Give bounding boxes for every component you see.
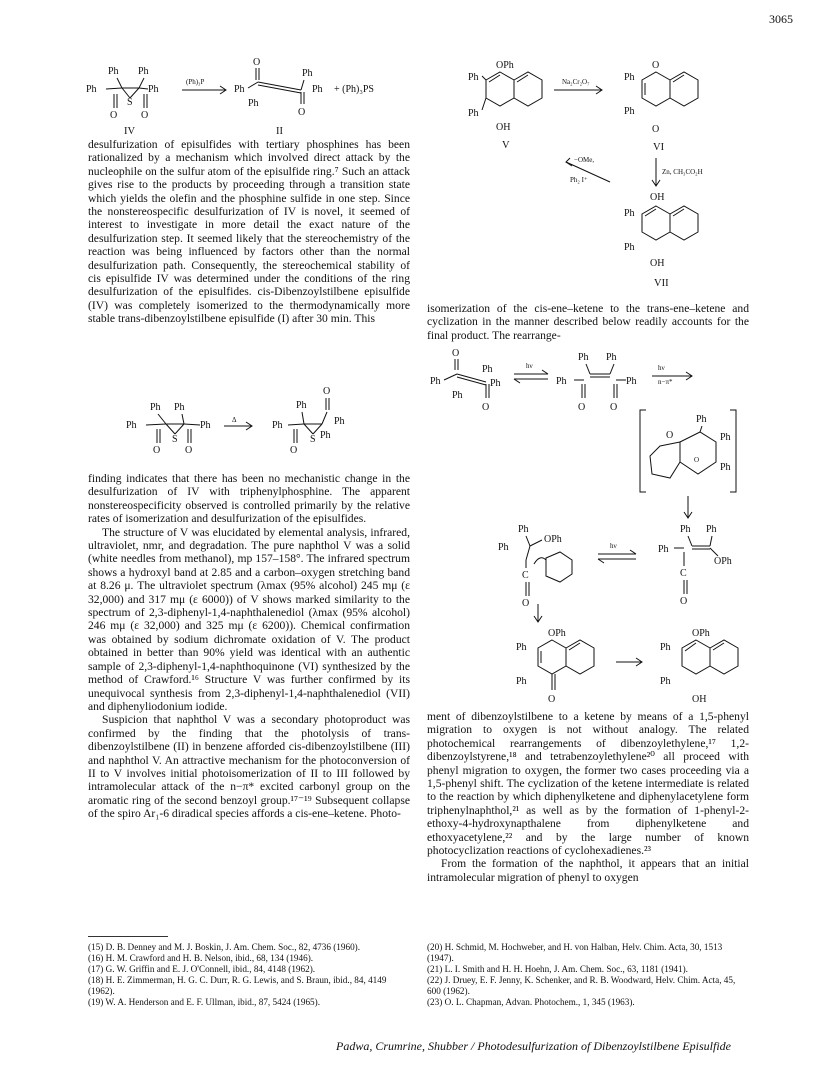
s1-reagent: (Ph)₃P: [186, 78, 205, 86]
scheme-2-svg: [124, 386, 364, 466]
s1-ii-ph-1: Ph: [234, 84, 245, 95]
scheme-photochemical-mechanism: [430, 346, 750, 706]
s2-t-ph-2: Ph: [296, 400, 307, 411]
page-number: 3065: [769, 12, 793, 26]
s4-o-5: O: [666, 430, 674, 441]
right-paragraph-1: isomerization of the cis-ene–ketene to the trans-ene–ketene and cyclization in the manner described below readily accounts for the final product. The rearrange-: [427, 302, 749, 342]
s1-sulfur: S: [127, 97, 133, 108]
s1-plus-product: + (Ph)₃PS: [334, 84, 374, 95]
s2-t-ph-4: Ph: [320, 430, 331, 441]
s2-ph-1: Ph: [150, 402, 161, 413]
s4-hv-2: hν: [658, 364, 665, 372]
s3-reagent-ph2i: Ph₂ I⁺: [570, 176, 588, 184]
s4-hv-3: hν: [610, 542, 617, 550]
s1-ph-3: Ph: [86, 84, 97, 95]
s4-ph-17: Ph: [516, 642, 527, 653]
s2-t-ph-1: Ph: [272, 420, 283, 431]
running-footer: Padwa, Crumrine, Shubber / Photodesulfurization of Dibenzoylstilbene Episulfide: [336, 1039, 731, 1053]
footnote-rule-left: [88, 936, 168, 937]
right-column-top: [427, 302, 749, 342]
s4-ph-15: Ph: [706, 524, 717, 535]
s4-ph-6: Ph: [606, 352, 617, 363]
s3-v-oh: OH: [496, 122, 511, 133]
s4-oh: OH: [692, 694, 707, 705]
s4-ph-4: Ph: [452, 390, 463, 401]
s4-o-2: O: [482, 402, 490, 413]
scheme-naphthol-degradation: [450, 58, 750, 298]
s4-o-7: O: [680, 596, 688, 607]
s3-v-ph-1: Ph: [468, 72, 479, 83]
scheme-episulfide-desulfurization: [86, 56, 416, 136]
s4-ph-16: Ph: [658, 544, 669, 555]
s4-ph-8: Ph: [626, 376, 637, 387]
s1-ii-ph-2: Ph: [302, 68, 313, 79]
s4-ph-14: Ph: [680, 524, 691, 535]
reference-20: (20) H. Schmid, M. Hochweber, and H. von Halban, Helv. Chim. Acta, 30, 1513 (1947).: [427, 942, 723, 963]
left-paragraph-1: desulfurization of episulfides with tertiary phosphines has been rationalized by a mechanism which involved direct attack by the nucleophile on the sulfur atom of the episulfide ring.⁷ Such an attack gives rise to the products by proceeding through a transition state which yields the olefin and the phosphine sulfide in one step. Since the nonstereospecific desulfurization of IV is novel, it seemed of interest to investigate in more detail the exact nature of the desulfurization step. It seemed likely that the stereochemistry of the reaction was being influenced by factors other than the normal desulfurization path. Consequently, the stereochemical stability of cis episulfide IV was determined under the conditions of the ring desulfurization of the episulfides. cis-Dibenzoylstilbene episulfide (IV) was completely isomerized to the thermodynamically more stable trans-dibenzoylstilbene episulfide (I) after 30 min. This: [88, 138, 410, 326]
left-paragraph-3: The structure of V was elucidated by elemental analysis, infrared, ultraviolet, nmr, and degradation. The pure naphthol V was a solid (white needles from methanol), mp 157–158°. The infrared spectrum shows a hydroxyl band at 2.85 and a carbon–oxygen stretching band at 8.26 μ. The ultraviolet spectrum (λmax (95% alcohol) 245 mμ (ε 32,000) and 317 mμ (ε 6000)) of V shows marked similarity to the spectrum of 2,3-diphenyl-1,4-naphthalenediol (λmax (95% alcohol) 246 mμ (ε 32,000) and 325 mμ (ε 6200)). Chemical confirmation was obtained by sodium dichromate oxidation of V. The product obtained in better than 90% yield was identical with an authentic sample of 2,3-diphenyl-1,4-naphthoquinone (VI) synthesized by the method of Crawford.¹⁶ Structure V was further confirmed by its unequivocal synthesis from 2,3-diphenyl-1,4-naphthalenediol (VII) and diphenyliodonium iodide.: [88, 525, 410, 713]
s1-ph-2: Ph: [138, 66, 149, 77]
right-column-bottom: [427, 710, 749, 884]
s1-ii-ph-3: Ph: [312, 84, 323, 95]
label-ii: II: [276, 126, 283, 137]
s3-v-oph: OPh: [496, 60, 514, 71]
s3-reagent-ox: Na₂Cr₂O₇: [562, 78, 590, 86]
s4-ph-3: Ph: [490, 378, 501, 389]
s1-ph-1: Ph: [108, 66, 119, 77]
scheme-3-svg: [450, 58, 750, 298]
s1-ii-o-bottom: O: [298, 107, 306, 118]
right-paragraph-2: ment of dibenzoylstilbene to a ketene by means of a 1,5-phenyl migration to oxygen is not without analogy. The related photochemical rearrangements of dibenzoylethylene,¹⁷ 1,2-dibenzoylstyrene,¹⁸ and tetrabenzoylethylene²⁰ all proceed with phenyl migration to oxygen, the former two cases proceeding via a 1,5-phenyl shift. The cyclization of the ketene intermediate is related to the reaction by which diphenylketene and diphenylacetylene form triphenylnaphthol,²¹ as well as by the formation of 1-phenyl-2-ethoxy-4-hydroxynapthalene from diphenylketene and ethoxyacetylene,²² and by the large number of known photocyclization reactions of cyclohexadienes.²³: [427, 710, 749, 858]
s2-ph-2: Ph: [174, 402, 185, 413]
left-column-bottom: [88, 472, 410, 821]
s4-o-1: O: [452, 348, 460, 359]
reference-22: (22) J. Druey, E. F. Jenny, K. Schenker, and R. B. Woodward, Helv. Chim. Acta, 45, 600 (1962).: [427, 975, 736, 996]
s3-vi-ph-2: Ph: [624, 106, 635, 117]
s3-vi-ph-1: Ph: [624, 72, 635, 83]
left-column-top: [88, 138, 410, 326]
s1-o-2: O: [141, 110, 149, 121]
left-paragraph-2: finding indicates that there has been no mechanistic change in the desulfurization of IV with triphenylphosphine. The apparent nonstereospecificity observed is controlled primarily by the relative rates of isomerization and desulfurization of the episulfides.: [88, 472, 410, 526]
s4-ph-2: Ph: [482, 364, 493, 375]
s3-vii-ph-1: Ph: [624, 208, 635, 219]
reference-18: (18) H. E. Zimmerman, H. G. C. Durr, R. G. Lewis, and S. Braun, ibid., 84, 4149 (1962).: [88, 975, 387, 996]
reference-16: (16) H. M. Crawford and H. B. Nelson, ibid., 68, 134 (1946).: [88, 953, 314, 963]
s3-vii-oh-bottom: OH: [650, 258, 665, 269]
s4-ph-12: Ph: [518, 524, 529, 535]
s4-ph-5: Ph: [578, 352, 589, 363]
s1-ph-4: Ph: [148, 84, 159, 95]
s4-oph-3: OPh: [548, 628, 566, 639]
s4-o-3: O: [578, 402, 586, 413]
s2-t-ph-3: Ph: [334, 416, 345, 427]
s4-hv-1: hν: [526, 362, 533, 370]
s4-o-4: O: [610, 402, 618, 413]
s1-o-1: O: [110, 110, 118, 121]
s4-ph-19: Ph: [660, 642, 671, 653]
s2-ph-3: Ph: [126, 420, 137, 431]
s4-ph-18: Ph: [516, 676, 527, 687]
s4-oph-1: OPh: [544, 534, 562, 545]
s4-o-6: O: [522, 598, 530, 609]
reference-15: (15) D. B. Denney and M. J. Boskin, J. Am. Chem. Soc., 82, 4736 (1960).: [88, 942, 361, 952]
s2-o-1: O: [153, 445, 161, 456]
label-v: V: [502, 140, 510, 151]
s2-o-2: O: [185, 445, 193, 456]
s3-v-ph-2: Ph: [468, 108, 479, 119]
s3-reagent-red: Zn, CH₃CO₂H: [662, 168, 703, 176]
s4-ph-1: Ph: [430, 376, 441, 387]
s3-vi-o-top: O: [652, 60, 660, 71]
label-iv: IV: [124, 126, 136, 137]
s4-oph-4: OPh: [692, 628, 710, 639]
reference-19: (19) W. A. Henderson and E. F. Ullman, ibid., 87, 5424 (1965).: [88, 997, 320, 1007]
s4-oph-2: OPh: [714, 556, 732, 567]
s2-ph-4: Ph: [200, 420, 211, 431]
s4-dot-o: O: [694, 456, 700, 464]
s2-t-o-top: O: [323, 386, 331, 397]
s2-t-o-bottom: O: [290, 445, 298, 456]
s3-vii-ph-2: Ph: [624, 242, 635, 253]
s4-ph-7: Ph: [556, 376, 567, 387]
label-vi: VI: [653, 142, 665, 153]
right-paragraph-3: From the formation of the naphthol, it appears that an initial intramolecular migration of phenyl to oxygen: [427, 857, 749, 884]
references-left: [88, 942, 410, 1008]
s2-delta: Δ: [232, 416, 237, 424]
s3-reagent-ome: −OMe,: [574, 156, 595, 164]
s2-t-sulfur: S: [310, 434, 316, 445]
reference-23: (23) O. L. Chapman, Advan. Photochem., 1, 345 (1963).: [427, 997, 635, 1007]
s4-nstar: n−π*: [658, 378, 673, 386]
label-vii: VII: [654, 278, 669, 289]
s4-ph-11: Ph: [720, 462, 731, 473]
scheme-episulfide-isomerization: [124, 386, 364, 466]
reference-21: (21) L. I. Smith and H. H. Hoehn, J. Am. Chem. Soc., 63, 1181 (1941).: [427, 964, 688, 974]
s4-ph-13: Ph: [498, 542, 509, 553]
s2-sulfur: S: [172, 434, 178, 445]
references-right: [427, 942, 749, 1008]
s4-ph-20: Ph: [660, 676, 671, 687]
s4-c-2: C: [680, 568, 687, 579]
s4-ph-10: Ph: [720, 432, 731, 443]
reference-17: (17) G. W. Griffin and E. J. O'Connell, ibid., 84, 4148 (1962).: [88, 964, 316, 974]
scheme-1-svg: [86, 56, 416, 136]
left-paragraph-4: Suspicion that naphthol V was a secondary photoproduct was confirmed by the finding that the photolysis of trans-dibenzoylstilbene (II) in benzene afforded cis-dibenzoylstilbene (III) and naphthol V. An attractive mechanism for the photoconversion of II to V involves initial photoisomerization of II to III followed by intramolecular attack of the n−π* excited carbonyl group on the aromatic ring of the second benzoyl group.¹⁷⁻¹⁹ Subsequent collapse of the spiro Ar₁-6 diradical species affords a cis-ene–ketene. Photo-: [88, 713, 410, 821]
s4-o-8: O: [548, 694, 556, 705]
s4-ph-9: Ph: [696, 414, 707, 425]
scheme-4-svg: [430, 346, 750, 706]
s1-ii-ph-4: Ph: [248, 98, 259, 109]
s3-vi-o-bottom: O: [652, 124, 660, 135]
s4-c-1: C: [522, 570, 529, 581]
s3-vii-oh-top: OH: [650, 192, 665, 203]
s1-ii-o-top: O: [253, 57, 261, 68]
